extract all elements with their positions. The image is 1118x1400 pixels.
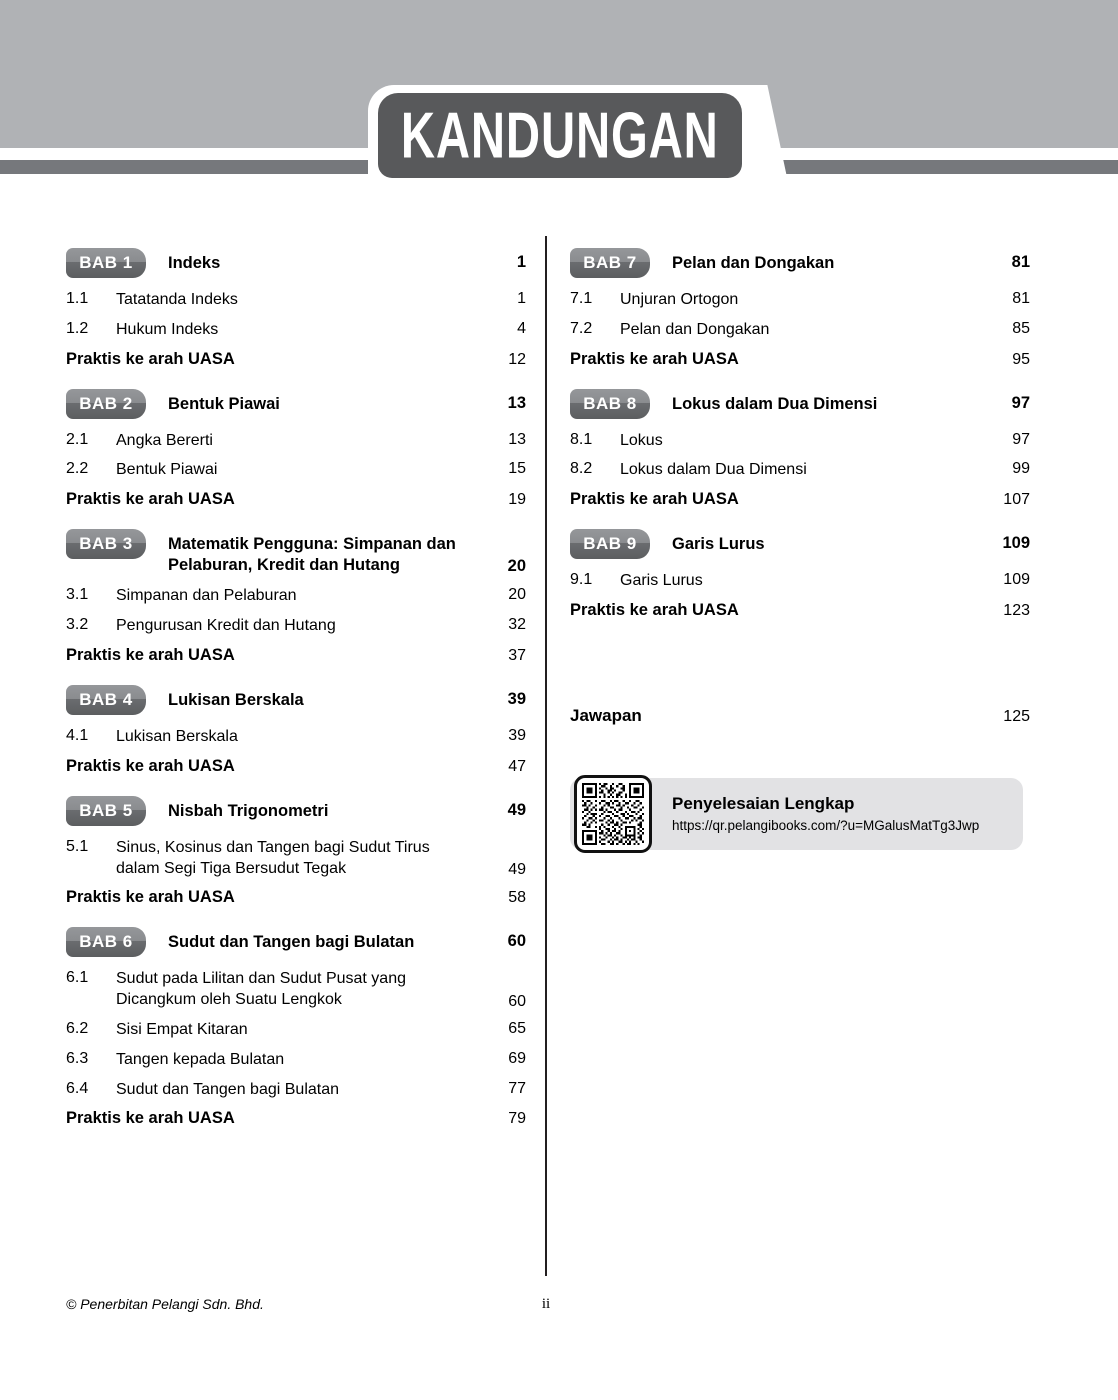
chapter-page: 109 [1002, 534, 1030, 553]
section-page: 15 [508, 460, 526, 478]
section-title: Angka Bererti [116, 431, 213, 449]
section-page: 13 [508, 430, 526, 448]
chapter-entry [570, 531, 1030, 620]
section-number: 7.1 [570, 290, 593, 307]
section-title: Sudut pada Lilitan dan Sudut Pusat yang Dicangkum oleh Suatu Lengkok [116, 970, 406, 1009]
section-number: 4.1 [66, 727, 89, 744]
practice-label: Praktis ke arah UASA [66, 646, 235, 664]
chapter-badge: BAB 4 [66, 685, 146, 715]
practice-row[interactable] [66, 646, 526, 665]
section-number: 7.2 [570, 319, 593, 337]
section-row[interactable] [66, 616, 526, 637]
page-footer [0, 1296, 1118, 1336]
practice-label: Praktis ke arah UASA [66, 756, 235, 775]
chapter-badge: BAB 5 [66, 796, 146, 826]
section-row[interactable] [66, 320, 526, 341]
section-number: 2.2 [66, 460, 89, 478]
practice-page: 58 [508, 889, 526, 907]
section-row[interactable] [66, 431, 526, 452]
chapter-header[interactable] [570, 391, 1030, 421]
section-title: Sudut dan Tangen bagi Bulatan [116, 1080, 340, 1098]
section-page: 69 [508, 1049, 526, 1067]
practice-label: Praktis ke arah UASA [66, 1109, 235, 1128]
practice-page: 123 [1003, 601, 1030, 619]
answers-page: 125 [1003, 707, 1030, 725]
practice-row[interactable] [66, 757, 526, 776]
chapter-page: 1 [516, 253, 526, 271]
section-page: 109 [1003, 571, 1030, 589]
section-page: 60 [508, 992, 526, 1010]
section-row[interactable] [570, 571, 1030, 592]
section-row[interactable] [66, 727, 526, 748]
section-number: 6.3 [66, 1049, 89, 1067]
toc-column-left [66, 228, 526, 1132]
chapter-entry [66, 250, 526, 369]
chapter-page: 60 [507, 932, 526, 951]
section-row[interactable] [66, 586, 526, 607]
section-title: Lukisan Berskala [116, 728, 238, 745]
practice-label: Praktis ke arah UASA [570, 349, 739, 368]
practice-page: 95 [1012, 350, 1030, 368]
page-title: KANDUNGAN [401, 98, 719, 172]
section-row[interactable] [66, 1020, 526, 1041]
chapter-header[interactable] [66, 391, 526, 421]
header-title-tab [378, 93, 742, 178]
chapter-title: Nisbah Trigonometri [168, 801, 329, 820]
section-page: 81 [1012, 290, 1030, 307]
page-header-banner [0, 0, 1118, 196]
section-title: Sisi Empat Kitaran [116, 1020, 248, 1038]
section-page: 39 [508, 727, 526, 744]
section-page: 65 [508, 1019, 526, 1037]
practice-label: Praktis ke arah UASA [66, 490, 235, 509]
chapter-page: 97 [1011, 393, 1030, 412]
chapter-title: Sudut dan Tangen bagi Bulatan [168, 933, 415, 952]
chapter-badge: BAB 3 [66, 529, 146, 559]
chapter-entry [66, 798, 526, 908]
section-page: 32 [508, 616, 526, 634]
chapter-page: 49 [507, 800, 526, 819]
qr-panel-text [652, 794, 1023, 834]
practice-page: 79 [508, 1110, 526, 1128]
practice-page: 19 [508, 491, 526, 509]
section-number: 1.2 [66, 319, 89, 337]
section-title: Garis Lurus [620, 572, 703, 590]
chapter-entry [570, 391, 1030, 510]
chapter-entry [570, 250, 1030, 369]
section-row[interactable] [66, 1080, 526, 1101]
section-title: Sinus, Kosinus dan Tangen bagi Sudut Tirus dalam Segi Tiga Bersudut Tegak [116, 838, 430, 877]
section-row[interactable] [570, 290, 1030, 311]
section-title: Tatatanda Indeks [116, 291, 238, 308]
chapter-page: 20 [507, 557, 526, 576]
chapter-header[interactable] [66, 798, 526, 828]
practice-row[interactable] [570, 601, 1030, 620]
chapter-header[interactable] [66, 250, 526, 280]
chapter-badge: BAB 1 [66, 248, 146, 278]
chapter-title: Pelan dan Dongakan [672, 254, 835, 272]
section-title: Tangen kepada Bulatan [116, 1050, 285, 1068]
practice-page: 107 [1003, 491, 1030, 509]
section-title: Simpanan dan Pelaburan [116, 587, 297, 605]
chapter-title: Indeks [168, 254, 221, 272]
chapter-entry [66, 687, 526, 776]
section-row[interactable] [66, 969, 526, 1011]
section-page: 1 [517, 290, 526, 307]
section-row[interactable] [66, 290, 526, 311]
chapter-page: 81 [1011, 253, 1030, 271]
section-number: 9.1 [570, 571, 593, 589]
section-page: 97 [1012, 430, 1030, 448]
section-number: 3.2 [66, 616, 89, 634]
answers-label: Jawapan [570, 705, 642, 725]
section-row[interactable] [66, 460, 526, 481]
chapter-entry [66, 929, 526, 1128]
section-page: 77 [508, 1079, 526, 1097]
chapter-badge: BAB 9 [570, 529, 650, 559]
section-row[interactable] [66, 1050, 526, 1071]
section-row[interactable] [66, 838, 526, 880]
section-number: 1.1 [66, 290, 89, 307]
chapter-title: Lokus dalam Dua Dimensi [672, 394, 878, 413]
chapter-badge: BAB 8 [570, 389, 650, 419]
toc-column-right [570, 228, 1030, 850]
practice-row[interactable] [66, 888, 526, 907]
chapter-title: Bentuk Piawai [168, 394, 280, 413]
qr-panel-heading: Penyelesaian Lengkap [672, 794, 855, 814]
practice-page: 47 [508, 757, 526, 775]
chapter-title: Lukisan Berskala [168, 691, 304, 709]
chapter-header[interactable] [570, 531, 1030, 561]
section-title: Hukum Indeks [116, 320, 219, 338]
chapter-title: Matematik Pengguna: Simpanan dan Pelaburan, Kredit dan Hutang [168, 535, 456, 575]
section-row[interactable] [570, 320, 1030, 341]
chapter-entry [66, 391, 526, 510]
section-page: 99 [1012, 460, 1030, 478]
section-number: 5.1 [66, 837, 89, 855]
section-title: Pengurusan Kredit dan Hutang [116, 617, 336, 635]
practice-label: Praktis ke arah UASA [570, 490, 739, 509]
practice-row[interactable] [66, 1109, 526, 1128]
chapter-header[interactable] [66, 531, 526, 576]
section-page: 49 [508, 861, 526, 879]
practice-page: 12 [508, 350, 526, 368]
section-number: 6.2 [66, 1019, 89, 1037]
section-title: Bentuk Piawai [116, 461, 218, 479]
section-page: 4 [517, 319, 526, 337]
qr-panel-url[interactable]: https://qr.pelangibooks.com/?u=MGalusMatTg3Jwp [672, 817, 980, 833]
section-page: 20 [508, 586, 526, 604]
chapter-badge: BAB 7 [570, 248, 650, 278]
chapter-header[interactable] [66, 929, 526, 959]
section-row[interactable] [570, 460, 1030, 481]
practice-label: Praktis ke arah UASA [66, 349, 235, 368]
practice-row[interactable] [570, 350, 1030, 369]
chapter-page: 39 [507, 690, 526, 708]
section-number: 8.1 [570, 430, 593, 448]
chapter-badge: BAB 2 [66, 389, 146, 419]
toc-body [0, 228, 1118, 1278]
section-title: Lokus dalam Dua Dimensi [620, 461, 807, 479]
page-number: ii [541, 1296, 551, 1312]
practice-row[interactable] [66, 490, 526, 509]
section-number: 6.4 [66, 1079, 89, 1097]
copyright-notice: © Penerbitan Pelangi Sdn. Bhd. [66, 1296, 264, 1312]
section-number: 8.2 [570, 460, 593, 478]
section-number: 6.1 [66, 969, 89, 987]
section-title: Pelan dan Dongakan [620, 320, 770, 338]
practice-page: 37 [508, 647, 526, 664]
practice-row[interactable] [570, 490, 1030, 509]
practice-label: Praktis ke arah UASA [570, 600, 739, 619]
qr-promo-panel[interactable] [570, 778, 1023, 850]
section-number: 3.1 [66, 586, 89, 604]
qr-code-icon[interactable] [574, 775, 652, 853]
answers-row[interactable] [570, 706, 1030, 726]
chapter-header[interactable] [570, 250, 1030, 280]
practice-row[interactable] [66, 350, 526, 369]
practice-label: Praktis ke arah UASA [66, 888, 235, 907]
section-title: Lokus [620, 431, 663, 449]
section-number: 2.1 [66, 430, 89, 448]
chapter-entry [66, 531, 526, 665]
chapter-badge: BAB 6 [66, 927, 146, 957]
section-row[interactable] [570, 431, 1030, 452]
chapter-title: Garis Lurus [672, 535, 765, 554]
column-divider [545, 236, 547, 1276]
chapter-header[interactable] [66, 687, 526, 717]
section-title: Unjuran Ortogon [620, 291, 739, 308]
section-page: 85 [1012, 319, 1030, 337]
chapter-page: 13 [507, 393, 526, 412]
